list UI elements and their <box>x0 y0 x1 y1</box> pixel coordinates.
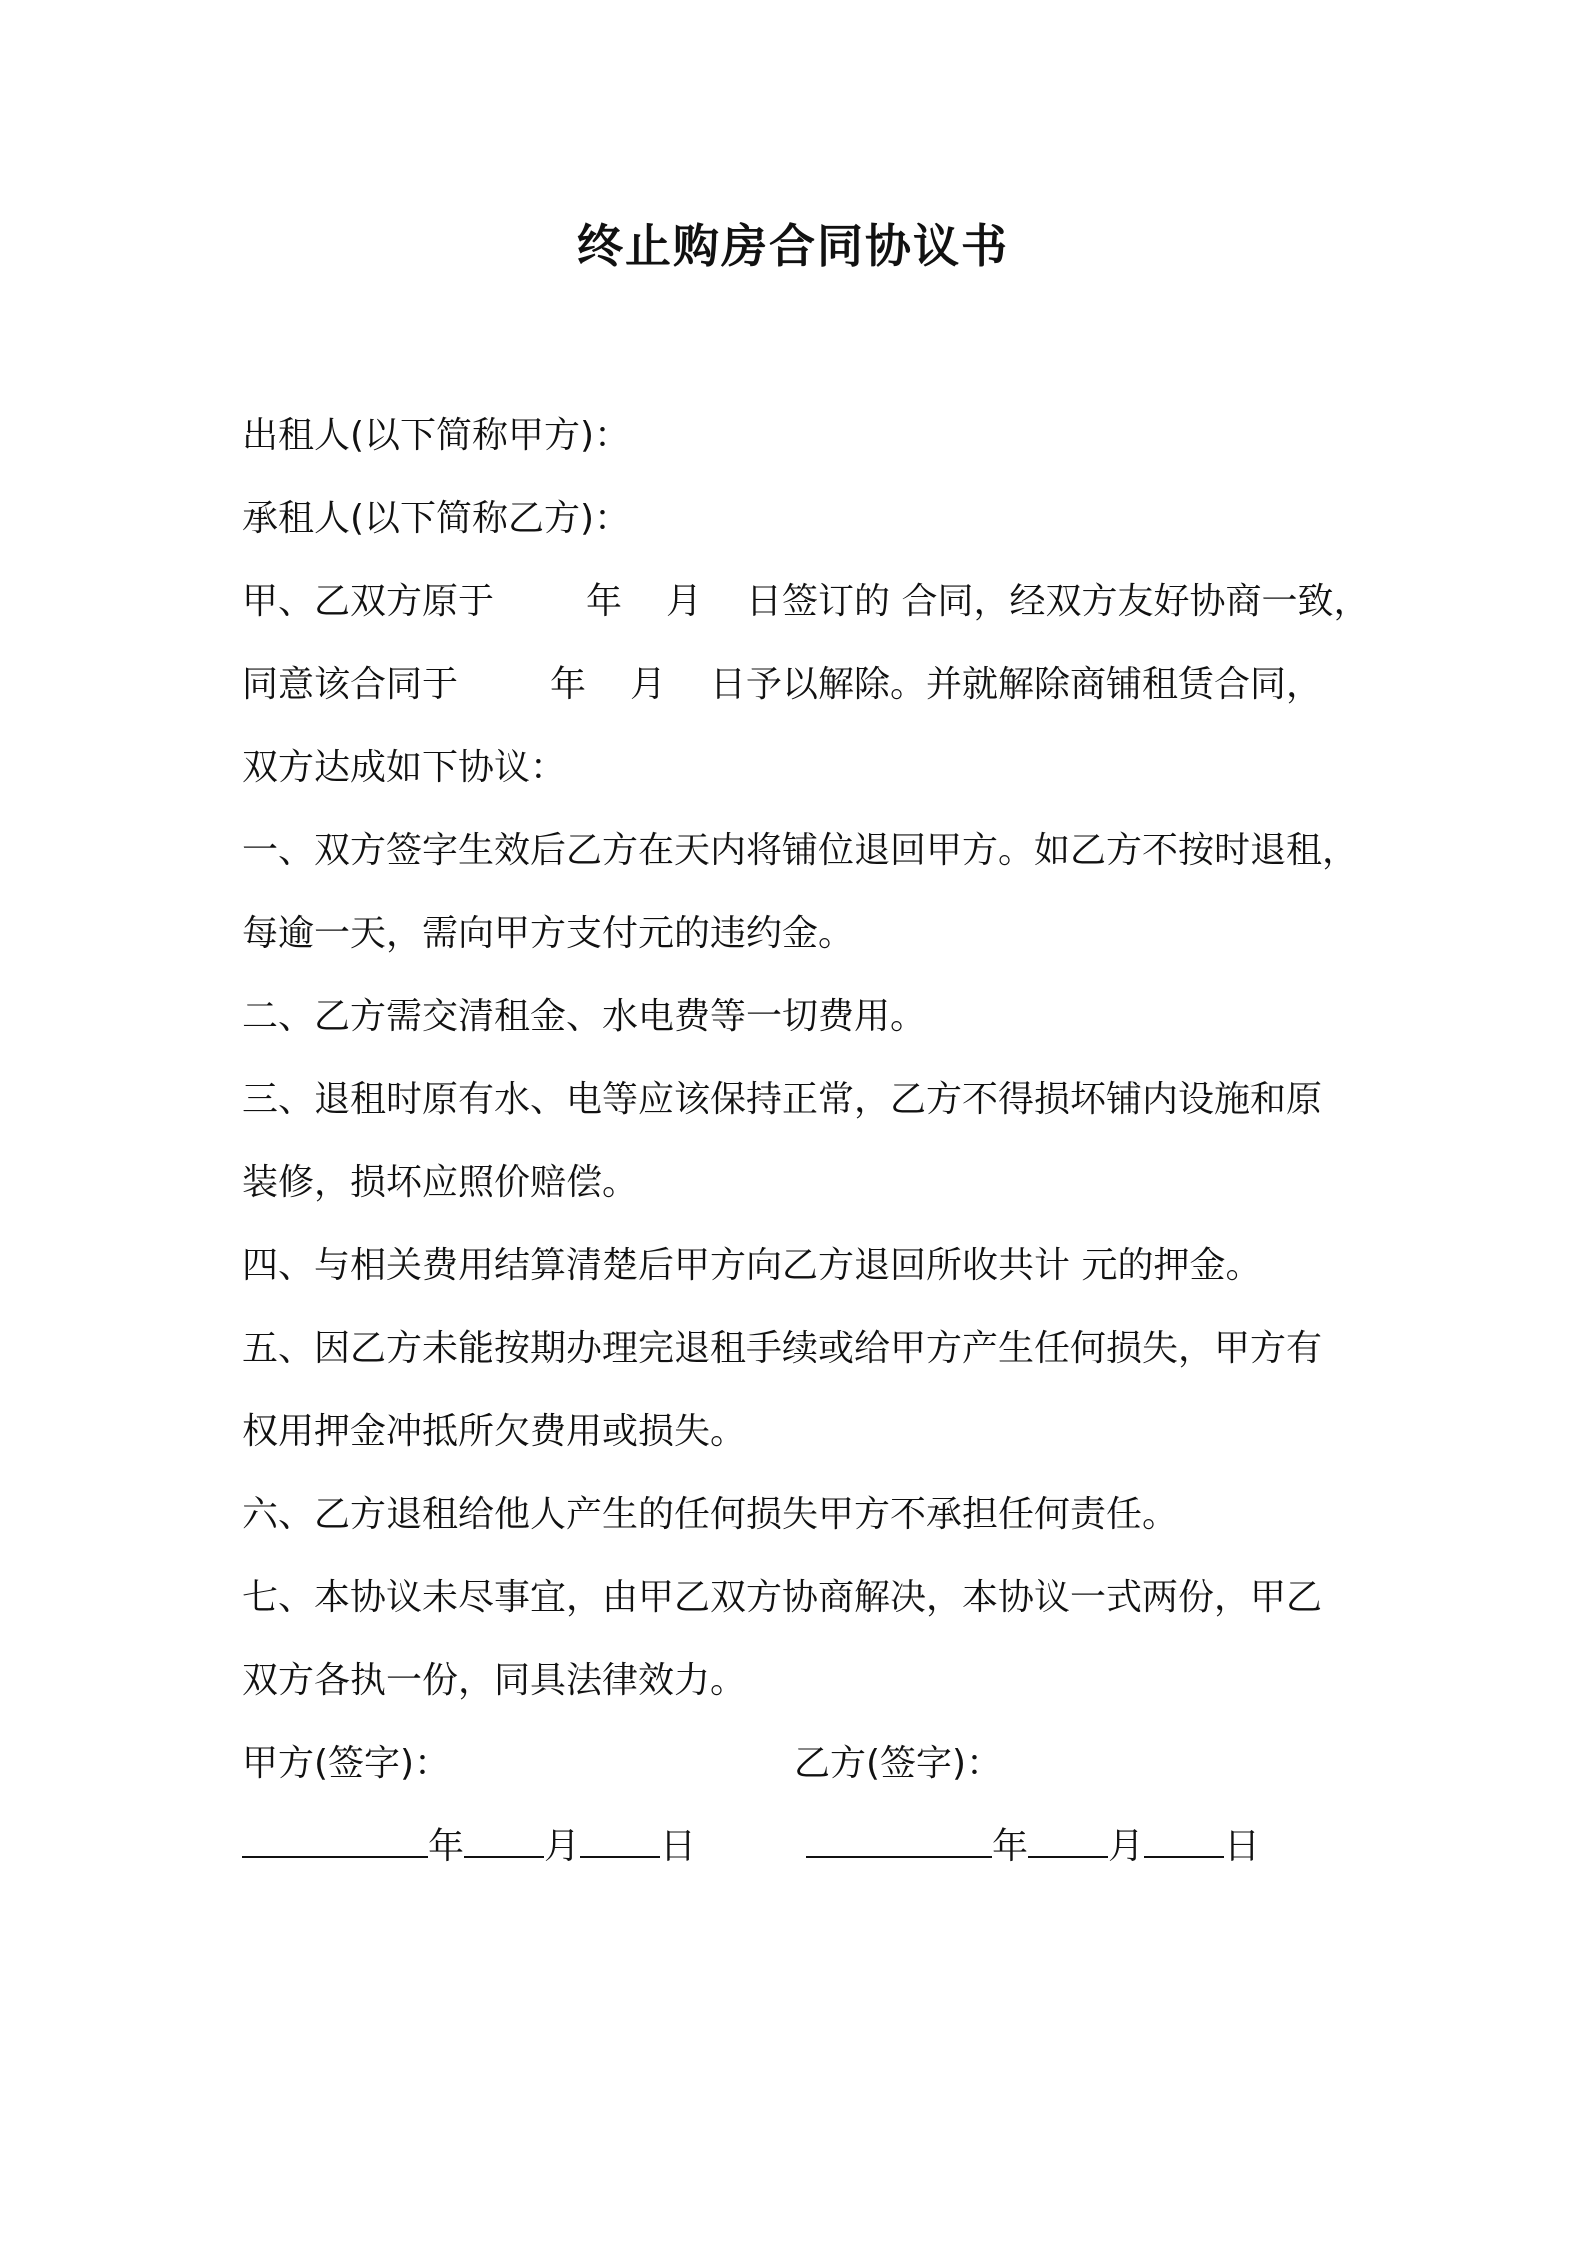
month-blank <box>1028 1826 1108 1858</box>
intro-text: 日予以解除。并就解除商铺租赁合同， <box>710 664 1323 705</box>
intro-month: 月 <box>666 581 703 622</box>
day-blank <box>580 1826 660 1858</box>
year-blank <box>806 1826 992 1858</box>
clause-3-line-1: 三、退租时原有水、电等应该保持正常，乙方不得损坏铺内设施和原 <box>242 1079 1323 1120</box>
year-label: 年 <box>992 1826 1029 1867</box>
day-blank <box>1144 1826 1224 1858</box>
intro-text: 日签订的 合同，经双方友好协商一致， <box>746 581 1370 622</box>
party-a-date-line <box>242 1825 696 1869</box>
clause-5-line-1: 五、因乙方未能按期办理完退租手续或给甲方产生任何损失，甲方有 <box>242 1328 1323 1369</box>
month-blank <box>464 1826 544 1858</box>
party-b-signature-label: 乙方(签字)： <box>794 1743 1003 1784</box>
clause-3-line-2: 装修，损坏应照价赔偿。 <box>242 1162 639 1203</box>
party-b-date-line <box>806 1825 1260 1869</box>
clause-7-line-1: 七、本协议未尽事宜，由甲乙双方协商解决，本协议一式两份，甲乙 <box>242 1577 1323 1618</box>
clause-6: 六、乙方退租给他人产生的任何损失甲方不承担任何责任。 <box>242 1494 1179 1535</box>
intro-year: 年 <box>550 664 587 705</box>
clause-1-line-1: 一、双方签字生效后乙方在天内将铺位退回甲方。如乙方不按时退租， <box>242 830 1359 871</box>
clause-2: 二、乙方需交清租金、水电费等一切费用。 <box>242 996 927 1037</box>
intro-month: 月 <box>630 664 667 705</box>
clause-7-line-2: 双方各执一份，同具法律效力。 <box>242 1660 747 1701</box>
document-title: 终止购房合同协议书 <box>577 219 1009 273</box>
day-label: 日 <box>1224 1826 1261 1867</box>
party-a-signature-label: 甲方(签字)： <box>242 1743 451 1784</box>
month-label: 月 <box>1108 1826 1145 1867</box>
intro-text: 同意该合同于 <box>242 664 459 705</box>
clause-5-line-2: 权用押金冲抵所欠费用或损失。 <box>242 1411 747 1452</box>
month-label: 月 <box>544 1826 581 1867</box>
day-label: 日 <box>660 1826 697 1867</box>
intro-line-3: 双方达成如下协议： <box>242 747 567 788</box>
clause-1-line-2: 每逾一天，需向甲方支付元的违约金。 <box>242 913 855 954</box>
intro-text: 甲、乙双方原于 <box>242 581 495 622</box>
intro-year: 年 <box>586 581 623 622</box>
year-blank <box>242 1826 428 1858</box>
intro-line-2 <box>242 663 1322 707</box>
clause-4: 四、与相关费用结算清楚后甲方向乙方退回所收共计 元的押金。 <box>242 1245 1262 1286</box>
year-label: 年 <box>428 1826 465 1867</box>
lessor-line: 出租人(以下简称甲方)： <box>242 415 631 456</box>
intro-line-1 <box>242 580 1370 624</box>
lessee-line: 承租人(以下简称乙方)： <box>242 498 631 539</box>
